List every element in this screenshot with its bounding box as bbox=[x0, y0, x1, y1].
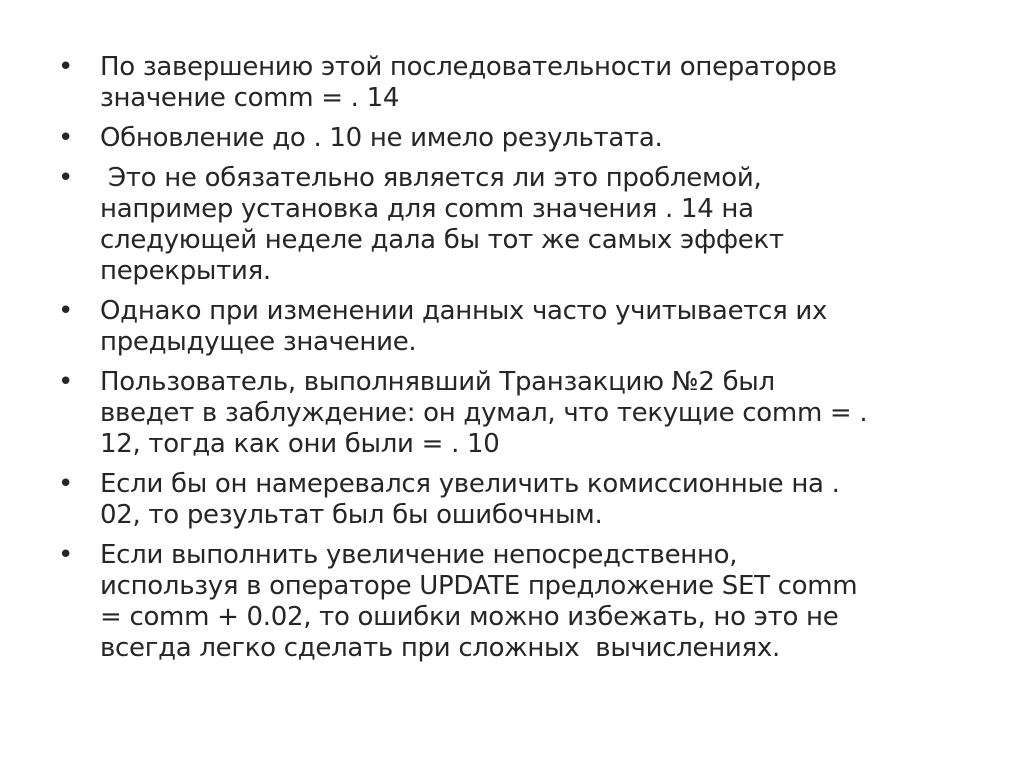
bullet-text bbox=[100, 163, 958, 287]
bullet-item-1 bbox=[58, 52, 958, 114]
text-line: используя в операторе UPDATE предложение SET comm bbox=[100, 571, 858, 601]
text-line: Пользователь, выполнявший Транзакцию №2 был bbox=[100, 367, 775, 397]
text-line: = comm + 0.02, то ошибки можно избежать, но это не bbox=[100, 602, 839, 632]
bullet-point-icon: • bbox=[58, 469, 74, 499]
bullet-point-icon: • bbox=[58, 540, 74, 570]
bullet-point-icon: • bbox=[58, 296, 74, 326]
bullet-item-6 bbox=[58, 469, 958, 531]
bullet-text bbox=[100, 469, 958, 531]
text-line: Однако при изменении данных часто учитывается их bbox=[100, 296, 828, 326]
bullet-item-7 bbox=[58, 540, 958, 664]
text-line: 02, то результат был бы ошибочным. bbox=[100, 500, 603, 530]
bullet-text bbox=[100, 52, 958, 114]
bullet-point-icon: • bbox=[58, 52, 74, 82]
bullet-text bbox=[100, 367, 958, 460]
bullet-point-icon: • bbox=[58, 367, 74, 397]
text-line: например установка для comm значения . 14 на bbox=[100, 194, 754, 224]
text-line: предыдущее значение. bbox=[100, 327, 417, 357]
bullet-list bbox=[58, 52, 958, 673]
bullet-item-5 bbox=[58, 367, 958, 460]
text-line: Если бы он намеревался увеличить комиссионные на . bbox=[100, 469, 840, 499]
text-line: значение comm = . 14 bbox=[100, 83, 400, 113]
bullet-item-3 bbox=[58, 163, 958, 287]
bullet-text bbox=[100, 296, 958, 358]
text-line: По завершению этой последовательности операторов bbox=[100, 52, 837, 82]
text-line: введет в заблуждение: он думал, что текущие comm = . bbox=[100, 398, 868, 428]
text-line: перекрытия. bbox=[100, 256, 271, 286]
text-line: 12, тогда как они были = . 10 bbox=[100, 429, 500, 459]
text-line: следующей неделе дала бы тот же самых эффект bbox=[100, 225, 784, 255]
bullet-text bbox=[100, 540, 958, 664]
text-line: Обновление до . 10 не имело результата. bbox=[100, 123, 663, 153]
bullet-point-icon: • bbox=[58, 123, 74, 153]
text-line: Это не обязательно является ли это проблемой, bbox=[100, 163, 762, 193]
text-line: Если выполнить увеличение непосредственно, bbox=[100, 540, 738, 570]
text-line: всегда легко сделать при сложных вычислениях. bbox=[100, 633, 780, 663]
bullet-item-2 bbox=[58, 123, 958, 154]
bullet-item-4 bbox=[58, 296, 958, 358]
bullet-text bbox=[100, 123, 958, 154]
bullet-point-icon: • bbox=[58, 163, 74, 193]
